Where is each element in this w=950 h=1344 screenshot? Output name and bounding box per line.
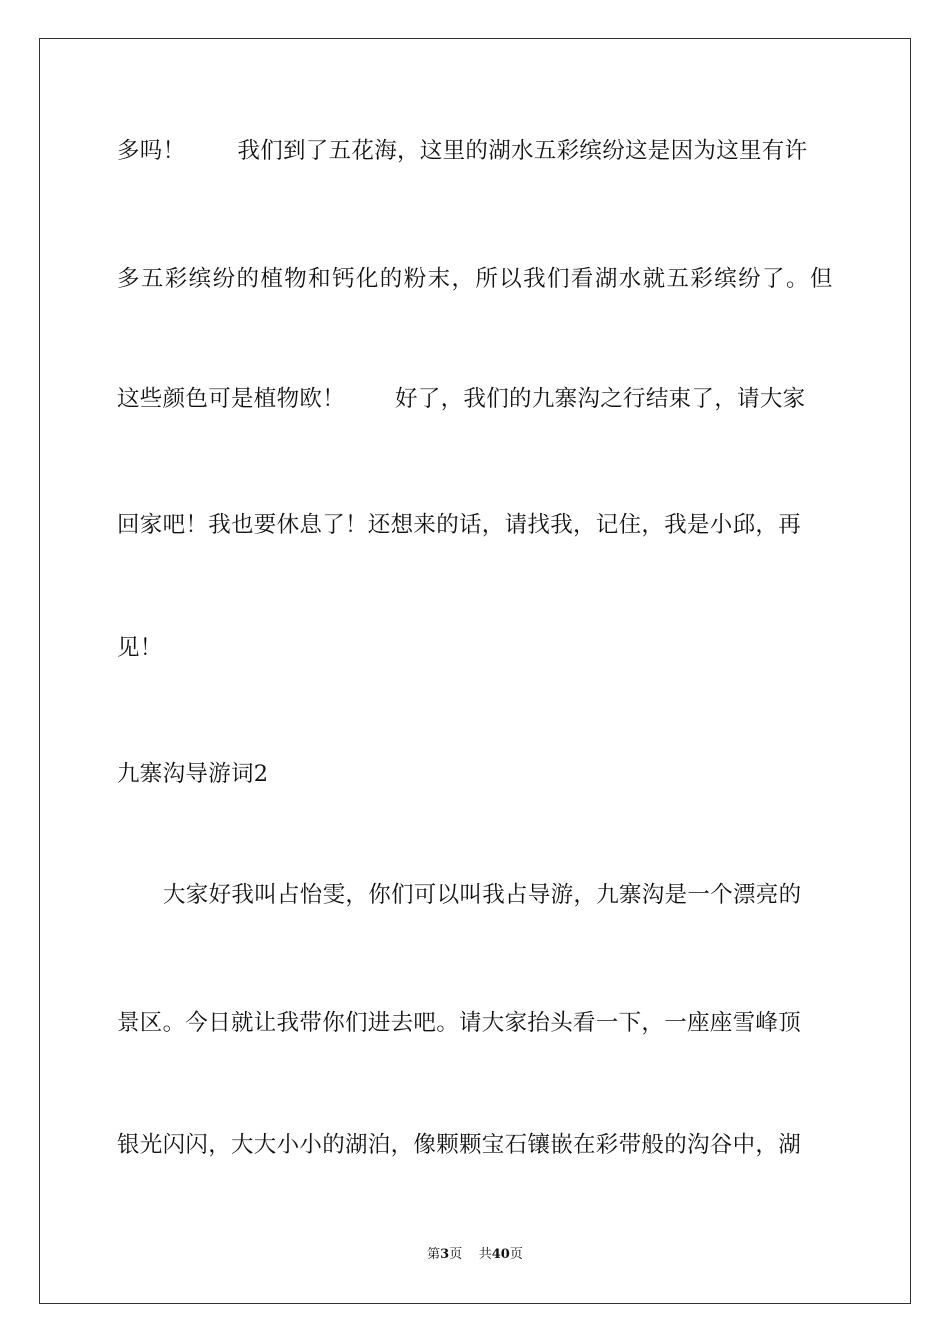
footer-total-pages: 40: [491, 1247, 510, 1262]
text-fragment: 银光闪闪，大大小小的湖泊，像颗颗宝石镶嵌在彩带般的沟谷中，湖: [117, 1132, 802, 1158]
footer-page-prefix: 第: [427, 1247, 441, 1262]
text-line-3: [117, 384, 833, 414]
text-line-2: 多 五 彩 缤 纷 的 植 物 和 钙 化 的 粉 末 ， 所 以 我 们 看 湖 水 就 五 彩 缤 纷 了 。 但: [117, 266, 833, 292]
text-fragment: 这些颜色可是植物欧！: [117, 386, 346, 412]
text-line-7: [117, 1008, 833, 1038]
footer-page-number: 3: [440, 1247, 450, 1262]
text-line-4: [117, 510, 833, 540]
footer-page-suffix: 页: [449, 1247, 463, 1262]
text-line-1: [117, 136, 833, 166]
page-border: [39, 38, 911, 1304]
text-fragment: 回家吧！我也要休息了！还想来的话，请找我，记住，我是小邱，再: [117, 512, 802, 538]
text-fragment: 大家好我叫占怡雯，你们可以叫我占导游，九寨沟是一个漂亮的: [163, 882, 802, 908]
text-fragment: 我们到了五花海，这里的湖水五彩缤纷这是因为这里有许: [237, 138, 808, 164]
text-fragment: 多吗！: [117, 138, 186, 164]
text-line-8: [117, 1130, 833, 1160]
section-heading: [117, 759, 833, 789]
footer-total-prefix: 共: [478, 1247, 492, 1262]
text-fragment: 景区。今日就让我带你们进去吧。请大家抬头看一下，一座座雪峰顶: [117, 1010, 802, 1036]
text-line-5: [117, 633, 833, 663]
text-fragment: 好了，我们的九寨沟之行结束了，请大家: [395, 386, 806, 412]
page-footer: [0, 1246, 950, 1264]
footer-total-suffix: 页: [509, 1247, 523, 1262]
text-line-6: [163, 880, 833, 910]
text-fragment: 见！: [117, 635, 163, 661]
heading-text: 九寨沟导游词2: [117, 761, 269, 787]
